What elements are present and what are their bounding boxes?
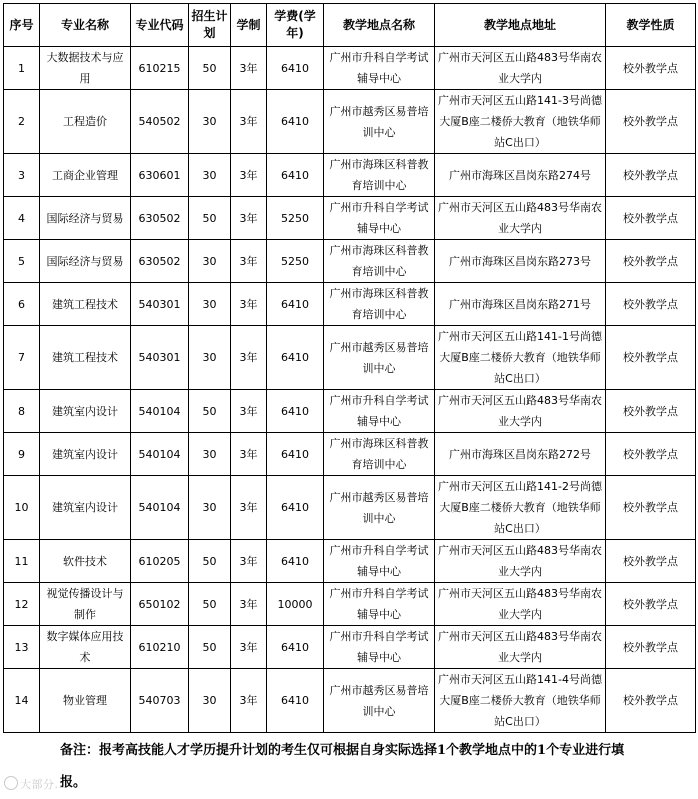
cell-site-address: 广州市天河区五山路141-2号尚德大厦B座二楼侨大教育（地铁华师站C出口） — [435, 476, 606, 540]
cell-nature: 校外教学点 — [606, 626, 696, 669]
cell-fee: 6410 — [267, 154, 324, 197]
cell-fee: 5250 — [267, 240, 324, 283]
cell-duration: 3年 — [231, 626, 267, 669]
enrollment-plan-table — [3, 3, 696, 733]
cell-major: 物业管理 — [40, 669, 131, 733]
cell-major: 建筑工程技术 — [40, 326, 131, 390]
header-quota: 招生计划 — [189, 4, 231, 47]
cell-major: 建筑工程技术 — [40, 283, 131, 326]
header-site-address: 教学地点地址 — [435, 4, 606, 47]
cell-fee: 6410 — [267, 626, 324, 669]
cell-code: 610210 — [131, 626, 189, 669]
table-row — [4, 326, 696, 390]
cell-seq: 5 — [4, 240, 40, 283]
cell-site-name: 广州市海珠区科普教育培训中心 — [324, 154, 435, 197]
cell-code: 540301 — [131, 326, 189, 390]
cell-seq: 10 — [4, 476, 40, 540]
cell-seq: 12 — [4, 583, 40, 626]
cell-nature: 校外教学点 — [606, 583, 696, 626]
cell-nature: 校外教学点 — [606, 390, 696, 433]
cell-nature: 校外教学点 — [606, 240, 696, 283]
cell-site-name: 广州市越秀区易普培训中心 — [324, 669, 435, 733]
cell-duration: 3年 — [231, 433, 267, 476]
cell-seq: 13 — [4, 626, 40, 669]
cell-major: 数字媒体应用技术 — [40, 626, 131, 669]
cell-site-address: 广州市海珠区昌岗东路274号 — [435, 154, 606, 197]
cell-site-name: 广州市海珠区科普教育培训中心 — [324, 240, 435, 283]
cell-quota: 50 — [189, 197, 231, 240]
cell-quota: 50 — [189, 390, 231, 433]
cell-seq: 6 — [4, 283, 40, 326]
cell-fee: 6410 — [267, 90, 324, 154]
cell-nature: 校外教学点 — [606, 154, 696, 197]
cell-site-address: 广州市天河区五山路141-4号尚德大厦B座二楼侨大教育（地铁华师站C出口） — [435, 669, 606, 733]
cell-code: 540104 — [131, 476, 189, 540]
cell-nature: 校外教学点 — [606, 476, 696, 540]
cell-fee: 6410 — [267, 433, 324, 476]
cell-site-name: 广州市越秀区易普培训中心 — [324, 476, 435, 540]
cell-duration: 3年 — [231, 47, 267, 90]
table-row — [4, 197, 696, 240]
cell-nature: 校外教学点 — [606, 47, 696, 90]
cell-duration: 3年 — [231, 476, 267, 540]
cell-code: 610215 — [131, 47, 189, 90]
cell-quota: 50 — [189, 47, 231, 90]
cell-quota: 50 — [189, 626, 231, 669]
cell-site-name: 广州市越秀区易普培训中心 — [324, 326, 435, 390]
cell-duration: 3年 — [231, 283, 267, 326]
cell-site-name: 广州市升科自学考试辅导中心 — [324, 583, 435, 626]
cell-major: 视觉传播设计与制作 — [40, 583, 131, 626]
cell-seq: 9 — [4, 433, 40, 476]
cell-duration: 3年 — [231, 240, 267, 283]
cell-duration: 3年 — [231, 540, 267, 583]
cell-duration: 3年 — [231, 390, 267, 433]
table-row — [4, 283, 696, 326]
cell-seq: 1 — [4, 47, 40, 90]
cell-seq: 8 — [4, 390, 40, 433]
cell-site-address: 广州市天河区五山路141-1号尚德大厦B座二楼侨大教育（地铁华师站C出口） — [435, 326, 606, 390]
cell-code: 540703 — [131, 669, 189, 733]
cell-fee: 6410 — [267, 476, 324, 540]
cell-site-name: 广州市升科自学考试辅导中心 — [324, 47, 435, 90]
cell-major: 工商企业管理 — [40, 154, 131, 197]
cell-site-address: 广州市天河区五山路483号华南农业大学内 — [435, 390, 606, 433]
cell-duration: 3年 — [231, 90, 267, 154]
cell-seq: 7 — [4, 326, 40, 390]
footnote: 备注：报考高技能人才学历提升计划的考生仅可根据自身实际选择1个教学地点中的1个专业进行填报。 — [60, 743, 625, 790]
table-header-row — [4, 4, 696, 47]
cell-seq: 2 — [4, 90, 40, 154]
header-seq: 序号 — [4, 4, 40, 47]
table-body — [4, 47, 696, 733]
cell-site-address: 广州市海珠区昌岗东路273号 — [435, 240, 606, 283]
cell-code: 630502 — [131, 240, 189, 283]
table-row — [4, 390, 696, 433]
cell-quota: 50 — [189, 583, 231, 626]
cell-site-name: 广州市海珠区科普教育培训中心 — [324, 433, 435, 476]
header-major: 专业名称 — [40, 4, 131, 47]
header-duration: 学制 — [231, 4, 267, 47]
cell-seq: 4 — [4, 197, 40, 240]
cell-site-address: 广州市天河区五山路483号华南农业大学内 — [435, 583, 606, 626]
header-fee: 学费(学年) — [267, 4, 324, 47]
cell-code: 540301 — [131, 283, 189, 326]
cell-seq: 3 — [4, 154, 40, 197]
cell-code: 610205 — [131, 540, 189, 583]
table-row — [4, 90, 696, 154]
table-row — [4, 476, 696, 540]
cell-major: 建筑室内设计 — [40, 390, 131, 433]
watermark-logo-icon — [4, 776, 18, 790]
cell-quota: 30 — [189, 669, 231, 733]
cell-duration: 3年 — [231, 154, 267, 197]
cell-fee: 5250 — [267, 197, 324, 240]
cell-quota: 30 — [189, 476, 231, 540]
watermark — [4, 776, 67, 792]
table-row — [4, 47, 696, 90]
cell-code: 630601 — [131, 154, 189, 197]
cell-site-name: 广州市升科自学考试辅导中心 — [324, 197, 435, 240]
table-row — [4, 540, 696, 583]
cell-code: 540104 — [131, 390, 189, 433]
cell-quota: 30 — [189, 433, 231, 476]
cell-site-address: 广州市海珠区昌岗东路271号 — [435, 283, 606, 326]
cell-nature: 校外教学点 — [606, 433, 696, 476]
header-nature: 教学性质 — [606, 4, 696, 47]
cell-nature: 校外教学点 — [606, 283, 696, 326]
cell-fee: 6410 — [267, 326, 324, 390]
cell-fee: 6410 — [267, 390, 324, 433]
cell-quota: 30 — [189, 240, 231, 283]
cell-fee: 6410 — [267, 47, 324, 90]
cell-fee: 6410 — [267, 669, 324, 733]
cell-major: 工程造价 — [40, 90, 131, 154]
cell-site-name: 广州市升科自学考试辅导中心 — [324, 540, 435, 583]
cell-quota: 30 — [189, 326, 231, 390]
cell-quota: 50 — [189, 540, 231, 583]
table-row — [4, 433, 696, 476]
cell-nature: 校外教学点 — [606, 669, 696, 733]
cell-major: 大数据技术与应用 — [40, 47, 131, 90]
cell-major: 软件技术 — [40, 540, 131, 583]
cell-site-address: 广州市天河区五山路141-3号尚德大厦B座二楼侨大教育（地铁华师站C出口） — [435, 90, 606, 154]
cell-quota: 30 — [189, 283, 231, 326]
watermark-text: 大部分... — [20, 778, 67, 791]
cell-code: 650102 — [131, 583, 189, 626]
cell-site-address: 广州市海珠区昌岗东路272号 — [435, 433, 606, 476]
cell-code: 630502 — [131, 197, 189, 240]
cell-code: 540502 — [131, 90, 189, 154]
cell-quota: 30 — [189, 154, 231, 197]
cell-duration: 3年 — [231, 197, 267, 240]
cell-fee: 6410 — [267, 283, 324, 326]
cell-duration: 3年 — [231, 669, 267, 733]
cell-site-address: 广州市天河区五山路483号华南农业大学内 — [435, 47, 606, 90]
cell-major: 建筑室内设计 — [40, 433, 131, 476]
header-code: 专业代码 — [131, 4, 189, 47]
cell-site-name: 广州市升科自学考试辅导中心 — [324, 626, 435, 669]
table-row — [4, 583, 696, 626]
cell-seq: 11 — [4, 540, 40, 583]
cell-nature: 校外教学点 — [606, 90, 696, 154]
cell-nature: 校外教学点 — [606, 326, 696, 390]
cell-fee: 10000 — [267, 583, 324, 626]
table-row — [4, 626, 696, 669]
cell-fee: 6410 — [267, 540, 324, 583]
cell-duration: 3年 — [231, 583, 267, 626]
table-row — [4, 154, 696, 197]
cell-site-name: 广州市升科自学考试辅导中心 — [324, 390, 435, 433]
table-row — [4, 669, 696, 733]
cell-nature: 校外教学点 — [606, 540, 696, 583]
cell-major: 建筑室内设计 — [40, 476, 131, 540]
cell-site-address: 广州市天河区五山路483号华南农业大学内 — [435, 197, 606, 240]
cell-seq: 14 — [4, 669, 40, 733]
cell-site-address: 广州市天河区五山路483号华南农业大学内 — [435, 626, 606, 669]
cell-quota: 30 — [189, 90, 231, 154]
cell-site-name: 广州市海珠区科普教育培训中心 — [324, 283, 435, 326]
cell-nature: 校外教学点 — [606, 197, 696, 240]
cell-major: 国际经济与贸易 — [40, 197, 131, 240]
table-row — [4, 240, 696, 283]
cell-duration: 3年 — [231, 326, 267, 390]
cell-site-address: 广州市天河区五山路483号华南农业大学内 — [435, 540, 606, 583]
cell-code: 540104 — [131, 433, 189, 476]
header-site-name: 教学地点名称 — [324, 4, 435, 47]
cell-major: 国际经济与贸易 — [40, 240, 131, 283]
cell-site-name: 广州市越秀区易普培训中心 — [324, 90, 435, 154]
